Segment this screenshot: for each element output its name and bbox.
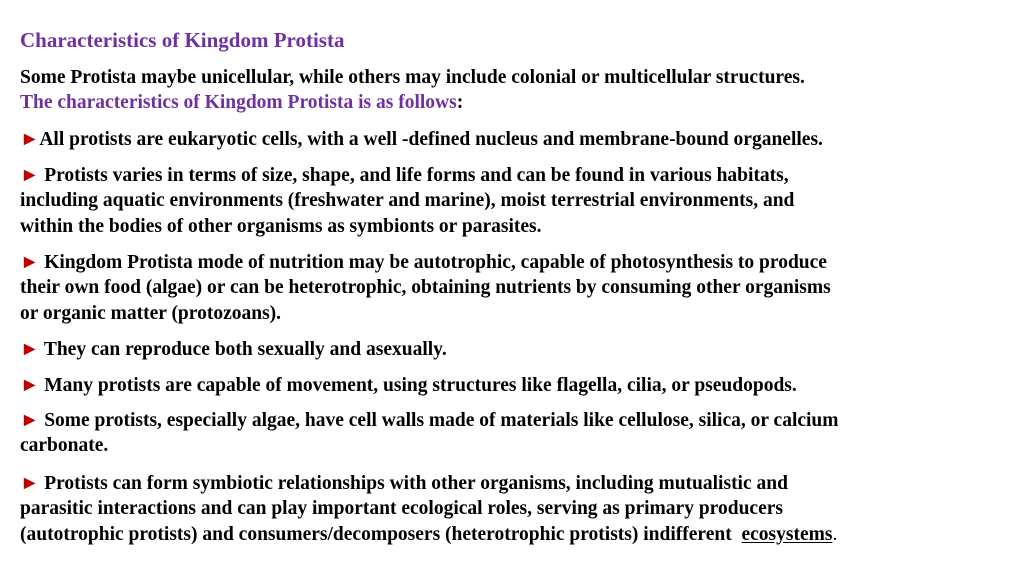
bullet-text: Kingdom Protista mode of nutrition may be autotrophic, capable of photosynthesis to produce [39,252,827,273]
bullet-arrow-icon: ► [20,252,40,273]
bullet-text: Some protists, especially algae, have cell walls made of materials like cellulose, silica, or calcium [39,410,839,431]
bullet-1 [20,127,823,152]
bullet-3 [20,250,831,326]
bullet-text: (autotrophic protists) and consumers/decomposers (heterotrophic protists) indifferent [20,523,742,545]
ecosystems-link[interactable]: ecosystems [741,523,833,545]
bullet-text: Protists varies in terms of size, shape, and life forms and can be found in various habitats, [39,165,789,186]
bullet-arrow-icon: ► [20,339,40,360]
bullet-text: Protists can form symbiotic relationships with other organisms, including mutualistic and [39,473,788,494]
bullet-2 [20,163,794,239]
bullet-text: carbonate. [20,435,109,457]
bullet-text: parasitic interactions and can play important ecological roles, serving as primary producers [20,498,783,520]
subheading [20,90,805,115]
subheading-colon: : [456,92,464,114]
bullet-arrow-icon: ► [20,410,40,431]
bullet-arrow-icon: ► [20,129,40,150]
slide-title: Characteristics of Kingdom Protista [20,28,345,52]
bullet-text: or organic matter (protozoans). [20,302,282,324]
bullet-text: including aquatic environments (freshwater and marine), moist terrestrial environments, and [20,190,795,212]
bullet-4 [20,337,447,362]
bullet-5 [20,373,797,398]
bullet-6 [20,408,839,459]
bullet-7 [20,471,837,547]
intro-text: Some Protista maybe unicellular, while others may include colonial or multicellular structures. [20,67,805,88]
bullet-arrow-icon: ► [20,375,40,396]
subheading-text: The characteristics of Kingdom Protista is as follows [20,92,457,114]
bullet-text: their own food (algae) or can be heterotrophic, obtaining nutrients by consuming other organisms [20,277,831,299]
bullet-text: All protists are eukaryotic cells, with a well -defined nucleus and membrane-bound organelles. [39,129,823,150]
bullet-arrow-icon: ► [20,165,40,186]
bullet-text: within the bodies of other organisms as symbionts or parasites. [20,215,542,237]
bullet-text: Many protists are capable of movement, using structures like flagella, cilia, or pseudopods. [39,375,797,396]
period: . [832,523,838,545]
intro-paragraph [20,65,805,116]
bullet-arrow-icon: ► [20,473,40,494]
bullet-text: They can reproduce both sexually and asexually. [39,339,447,360]
